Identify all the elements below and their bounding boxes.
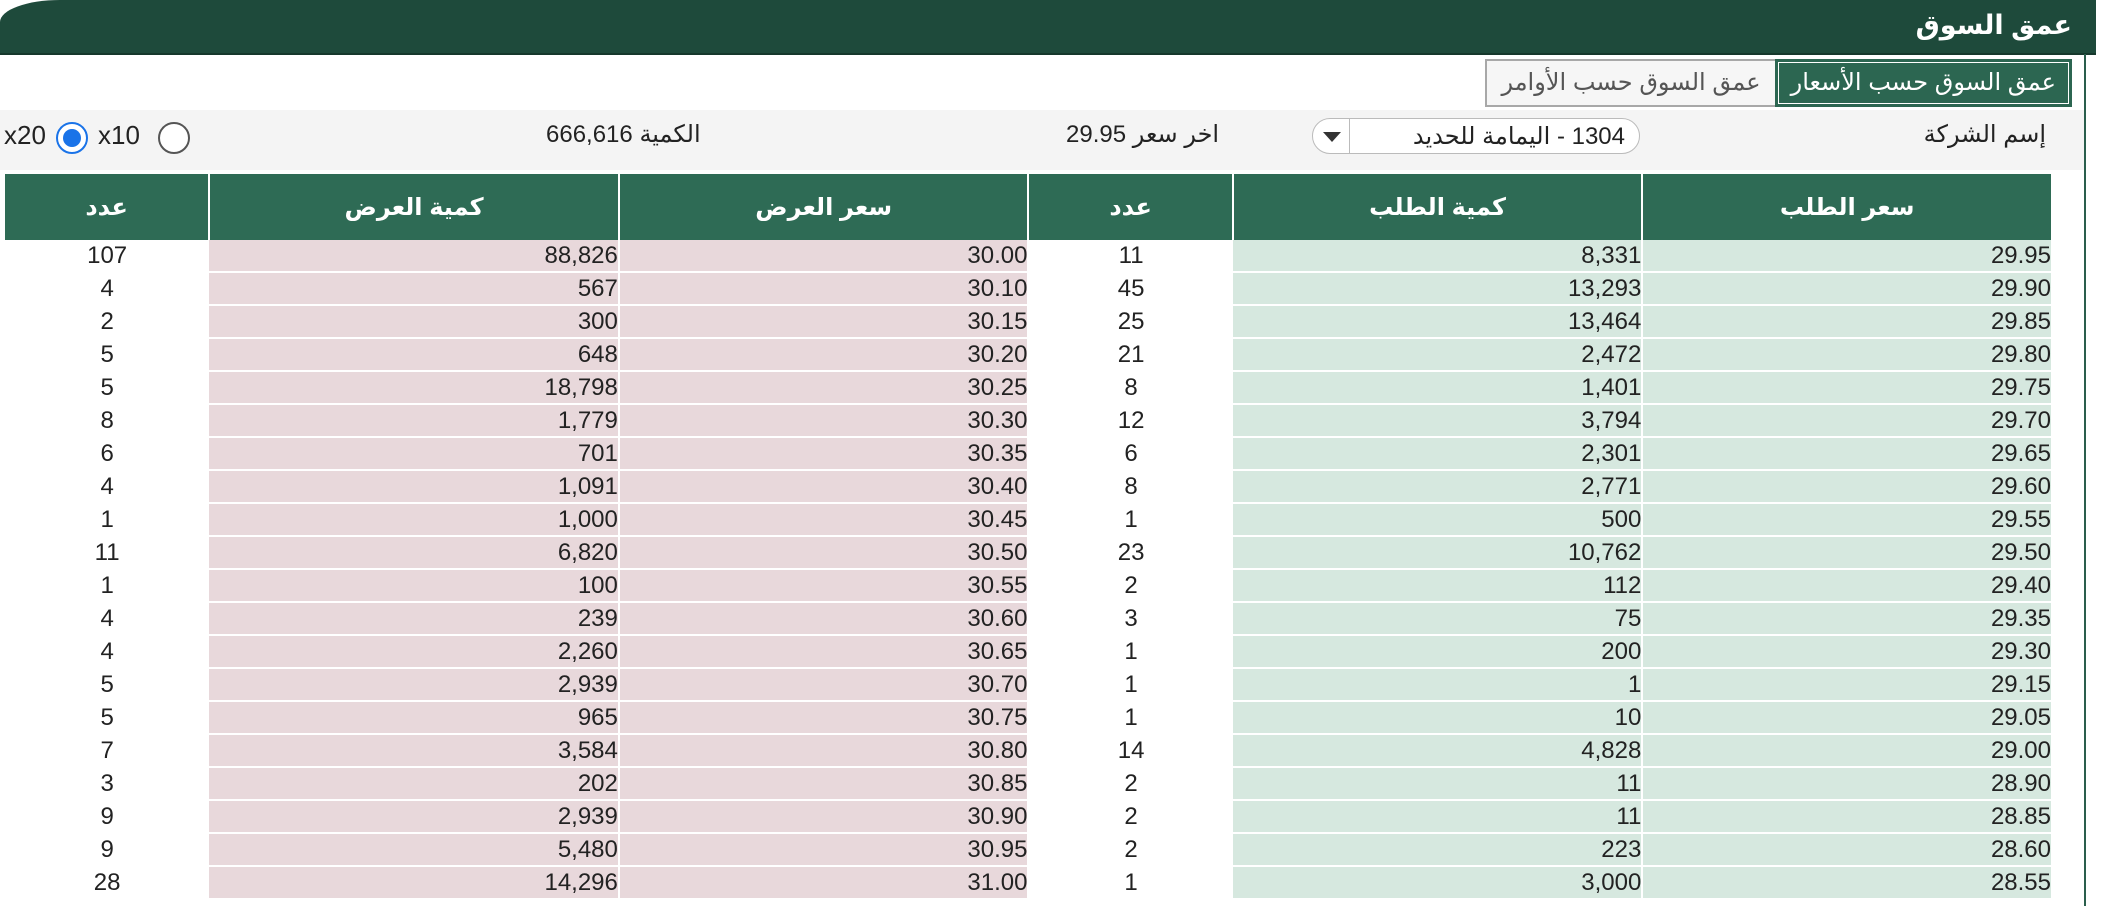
radio-x20[interactable] (56, 122, 88, 154)
table-row[interactable] (5, 833, 2052, 866)
bid-price-cell: 28.90 (1642, 767, 2052, 800)
ask-count-cell: 6 (5, 437, 209, 470)
bid-price-cell: 29.95 (1642, 240, 2052, 272)
table-row[interactable] (5, 668, 2052, 701)
table-row[interactable] (5, 800, 2052, 833)
quantity-label: الكمية (639, 121, 701, 148)
ask-count-cell: 5 (5, 371, 209, 404)
bid-price-cell: 29.85 (1642, 305, 2052, 338)
quantity-value: 666,616 (546, 121, 633, 148)
title-bar (0, 0, 2096, 55)
table-row[interactable] (5, 305, 2052, 338)
header-ask-count: عدد (5, 174, 209, 240)
ask-qty-cell: 1,000 (209, 503, 619, 536)
ask-count-cell: 1 (5, 569, 209, 602)
table-row[interactable] (5, 338, 2052, 371)
ask-qty-cell: 1,091 (209, 470, 619, 503)
company-select-value: 1304 - اليمامة للحديد (1412, 123, 1625, 150)
ask-price-cell: 30.85 (619, 767, 1029, 800)
bid-price-cell: 29.75 (1642, 371, 2052, 404)
table-row[interactable] (5, 503, 2052, 536)
chevron-down-icon[interactable] (1323, 132, 1341, 142)
ask-price-cell: 30.25 (619, 371, 1029, 404)
bid-qty-cell: 200 (1233, 635, 1643, 668)
last-price-label: اخر سعر (1132, 121, 1220, 148)
ask-count-cell: 4 (5, 272, 209, 305)
bid-qty-cell: 112 (1233, 569, 1643, 602)
table-row[interactable] (5, 701, 2052, 734)
bid-price-cell: 29.55 (1642, 503, 2052, 536)
bid-qty-cell: 4,828 (1233, 734, 1643, 767)
ask-price-cell: 30.75 (619, 701, 1029, 734)
bid-qty-cell: 3,794 (1233, 404, 1643, 437)
bid-qty-cell: 500 (1233, 503, 1643, 536)
header-ask-price: سعر العرض (619, 174, 1029, 240)
bid-qty-cell: 11 (1233, 767, 1643, 800)
bid-price-cell: 29.40 (1642, 569, 2052, 602)
bid-count-cell: 1 (1028, 866, 1232, 899)
ask-qty-cell: 300 (209, 305, 619, 338)
tab-bar (1485, 59, 2072, 107)
table-header-row (5, 174, 2052, 240)
table-body (5, 240, 2052, 899)
tab-depth-by-price[interactable]: عمق السوق حسب الأسعار (1775, 59, 2072, 107)
bid-price-cell: 29.70 (1642, 404, 2052, 437)
header-bid-qty: كمية الطلب (1233, 174, 1643, 240)
ask-count-cell: 4 (5, 635, 209, 668)
bid-price-cell: 29.50 (1642, 536, 2052, 569)
bid-qty-cell: 10,762 (1233, 536, 1643, 569)
table-row[interactable] (5, 734, 2052, 767)
bid-count-cell: 12 (1028, 404, 1232, 437)
bid-price-cell: 29.05 (1642, 701, 2052, 734)
bid-count-cell: 1 (1028, 503, 1232, 536)
bid-price-cell: 28.55 (1642, 866, 2052, 899)
bid-price-cell: 29.90 (1642, 272, 2052, 305)
ask-qty-cell: 5,480 (209, 833, 619, 866)
bid-qty-cell: 2,301 (1233, 437, 1643, 470)
bid-qty-cell: 2,771 (1233, 470, 1643, 503)
bid-count-cell: 8 (1028, 470, 1232, 503)
ask-count-cell: 28 (5, 866, 209, 899)
bid-qty-cell: 10 (1233, 701, 1643, 734)
ask-price-cell: 30.10 (619, 272, 1029, 305)
ask-qty-cell: 1,779 (209, 404, 619, 437)
frame-border (2084, 54, 2086, 906)
ask-qty-cell: 965 (209, 701, 619, 734)
bid-qty-cell: 75 (1233, 602, 1643, 635)
radio-x10[interactable] (158, 122, 190, 154)
bid-qty-cell: 11 (1233, 800, 1643, 833)
ask-price-cell: 30.95 (619, 833, 1029, 866)
radio-x10-label[interactable]: x10 (98, 120, 140, 150)
bid-price-cell: 29.30 (1642, 635, 2052, 668)
bid-count-cell: 21 (1028, 338, 1232, 371)
bid-price-cell: 28.60 (1642, 833, 2052, 866)
bid-count-cell: 25 (1028, 305, 1232, 338)
ask-count-cell: 11 (5, 536, 209, 569)
bid-price-cell: 29.60 (1642, 470, 2052, 503)
ask-qty-cell: 3,584 (209, 734, 619, 767)
ask-count-cell: 5 (5, 338, 209, 371)
bid-price-cell: 29.00 (1642, 734, 2052, 767)
bid-count-cell: 2 (1028, 767, 1232, 800)
bid-count-cell: 1 (1028, 635, 1232, 668)
company-label: إسم الشركة (1923, 121, 2046, 148)
ask-price-cell: 30.30 (619, 404, 1029, 437)
bid-qty-cell: 8,331 (1233, 240, 1643, 272)
bid-count-cell: 6 (1028, 437, 1232, 470)
bid-count-cell: 1 (1028, 668, 1232, 701)
table-row[interactable] (5, 404, 2052, 437)
table-row[interactable] (5, 536, 2052, 569)
bid-count-cell: 14 (1028, 734, 1232, 767)
controls-bar (0, 110, 2084, 170)
bid-price-cell: 29.15 (1642, 668, 2052, 701)
bid-price-cell: 29.35 (1642, 602, 2052, 635)
bid-qty-cell: 1 (1233, 668, 1643, 701)
ask-qty-cell: 202 (209, 767, 619, 800)
ask-count-cell: 2 (5, 305, 209, 338)
table-row[interactable] (5, 272, 2052, 305)
ask-qty-cell: 2,260 (209, 635, 619, 668)
table-row[interactable] (5, 767, 2052, 800)
ask-price-cell: 30.35 (619, 437, 1029, 470)
ask-qty-cell: 18,798 (209, 371, 619, 404)
bid-price-cell: 29.65 (1642, 437, 2052, 470)
radio-selected-dot (63, 129, 81, 147)
table-row[interactable] (5, 569, 2052, 602)
ask-price-cell: 30.65 (619, 635, 1029, 668)
table-row[interactable] (5, 437, 2052, 470)
bid-price-cell: 28.85 (1642, 800, 2052, 833)
ask-count-cell: 8 (5, 404, 209, 437)
market-depth-table (5, 174, 2053, 900)
ask-count-cell: 4 (5, 470, 209, 503)
table-row[interactable] (5, 240, 2052, 272)
quantity-display (546, 120, 701, 149)
bid-count-cell: 3 (1028, 602, 1232, 635)
table-row[interactable] (5, 635, 2052, 668)
ask-qty-cell: 701 (209, 437, 619, 470)
ask-qty-cell: 239 (209, 602, 619, 635)
ask-count-cell: 9 (5, 800, 209, 833)
ask-qty-cell: 14,296 (209, 866, 619, 899)
header-ask-qty: كمية العرض (209, 174, 619, 240)
table-row[interactable] (5, 470, 2052, 503)
ask-count-cell: 5 (5, 701, 209, 734)
ask-count-cell: 1 (5, 503, 209, 536)
bid-qty-cell: 3,000 (1233, 866, 1643, 899)
ask-price-cell: 30.00 (619, 240, 1029, 272)
ask-price-cell: 30.90 (619, 800, 1029, 833)
bid-qty-cell: 223 (1233, 833, 1643, 866)
table-row[interactable] (5, 602, 2052, 635)
ask-qty-cell: 88,826 (209, 240, 619, 272)
bid-price-cell: 29.80 (1642, 338, 2052, 371)
ask-count-cell: 107 (5, 240, 209, 272)
ask-qty-cell: 648 (209, 338, 619, 371)
company-select[interactable] (1312, 118, 1640, 154)
ask-count-cell: 9 (5, 833, 209, 866)
ask-price-cell: 30.20 (619, 338, 1029, 371)
bid-count-cell: 2 (1028, 569, 1232, 602)
ask-qty-cell: 567 (209, 272, 619, 305)
last-price-value: 29.95 (1066, 121, 1127, 148)
bid-count-cell: 2 (1028, 800, 1232, 833)
ask-count-cell: 4 (5, 602, 209, 635)
bid-count-cell: 1 (1028, 701, 1232, 734)
ask-count-cell: 5 (5, 668, 209, 701)
header-bid-count: عدد (1028, 174, 1232, 240)
ask-qty-cell: 2,939 (209, 668, 619, 701)
ask-price-cell: 30.40 (619, 470, 1029, 503)
bid-qty-cell: 13,464 (1233, 305, 1643, 338)
ask-qty-cell: 6,820 (209, 536, 619, 569)
ask-qty-cell: 100 (209, 569, 619, 602)
ask-price-cell: 30.45 (619, 503, 1029, 536)
tab-depth-by-orders[interactable]: عمق السوق حسب الأوامر (1485, 59, 1774, 107)
bid-count-cell: 8 (1028, 371, 1232, 404)
last-price-display (1066, 120, 1219, 149)
ask-price-cell: 30.80 (619, 734, 1029, 767)
bid-qty-cell: 13,293 (1233, 272, 1643, 305)
bid-qty-cell: 1,401 (1233, 371, 1643, 404)
table-row[interactable] (5, 371, 2052, 404)
ask-price-cell: 30.15 (619, 305, 1029, 338)
select-divider (1349, 119, 1350, 153)
table-row[interactable] (5, 866, 2052, 899)
header-bid-price: سعر الطلب (1642, 174, 2052, 240)
window-title: عمق السوق (1915, 10, 2072, 40)
ask-price-cell: 30.55 (619, 569, 1029, 602)
bid-count-cell: 11 (1028, 240, 1232, 272)
ask-qty-cell: 2,939 (209, 800, 619, 833)
bid-qty-cell: 2,472 (1233, 338, 1643, 371)
bid-count-cell: 2 (1028, 833, 1232, 866)
ask-price-cell: 30.60 (619, 602, 1029, 635)
ask-price-cell: 30.50 (619, 536, 1029, 569)
ask-price-cell: 30.70 (619, 668, 1029, 701)
bid-count-cell: 45 (1028, 272, 1232, 305)
ask-price-cell: 31.00 (619, 866, 1029, 899)
radio-x20-label[interactable]: x20 (4, 120, 46, 150)
ask-count-cell: 7 (5, 734, 209, 767)
bid-count-cell: 23 (1028, 536, 1232, 569)
ask-count-cell: 3 (5, 767, 209, 800)
